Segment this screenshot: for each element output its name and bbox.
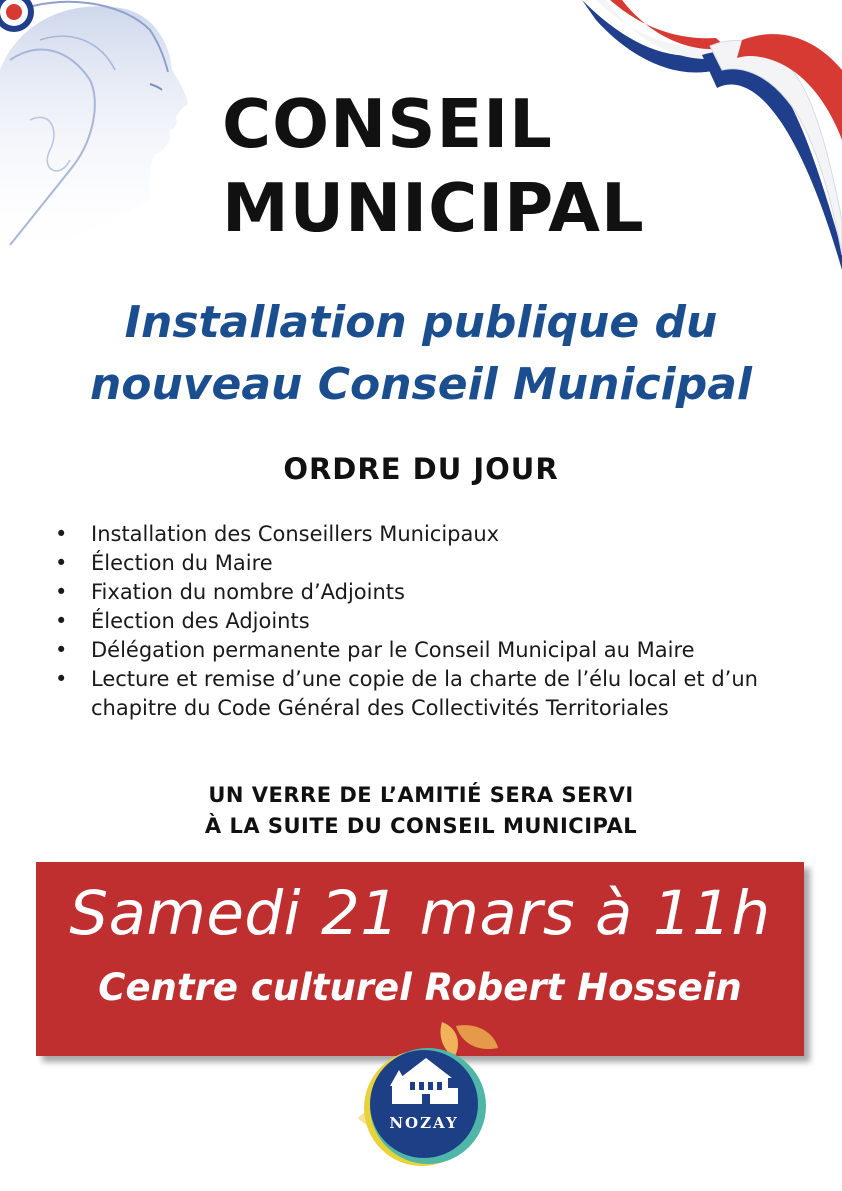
agenda-item: • Lecture et remise d’une copie de la charte de l’élu local et d’un chapitre du Code Général des Collectivités Territoriales xyxy=(55,665,815,723)
agenda-item: • Délégation permanente par le Conseil Municipal au Maire xyxy=(55,636,815,665)
marianne-portrait-icon xyxy=(0,0,215,270)
page-title xyxy=(222,82,742,250)
agenda-item: • Élection des Adjoints xyxy=(55,607,815,636)
event-venue: Centre culturel Robert Hossein xyxy=(98,966,742,1009)
reception-line-2: À LA SUITE DU CONSEIL MUNICIPAL xyxy=(204,814,638,838)
agenda-item: • Installation des Conseillers Municipaux xyxy=(55,520,815,549)
reception-line-1: UN VERRE DE L’AMITIÉ SERA SERVI xyxy=(208,783,634,807)
logo-text: NOZAY xyxy=(389,1114,459,1132)
nozay-town-logo-icon xyxy=(338,1018,508,1178)
subtitle-line-1: Installation publique du xyxy=(124,297,718,348)
title-line-1: CONSEIL xyxy=(222,85,553,163)
title-line-2: MUNICIPAL xyxy=(222,169,645,247)
reception-notice xyxy=(0,780,842,842)
event-date: Samedi 21 mars à 11h xyxy=(69,878,771,949)
subtitle-line-2: nouveau Conseil Municipal xyxy=(89,359,753,410)
event-subtitle xyxy=(20,292,822,416)
agenda-list xyxy=(55,520,815,723)
agenda-item: • Fixation du nombre d’Adjoints xyxy=(55,578,815,607)
agenda-heading: ORDRE DU JOUR xyxy=(283,452,559,486)
agenda-item: • Élection du Maire xyxy=(55,549,815,578)
